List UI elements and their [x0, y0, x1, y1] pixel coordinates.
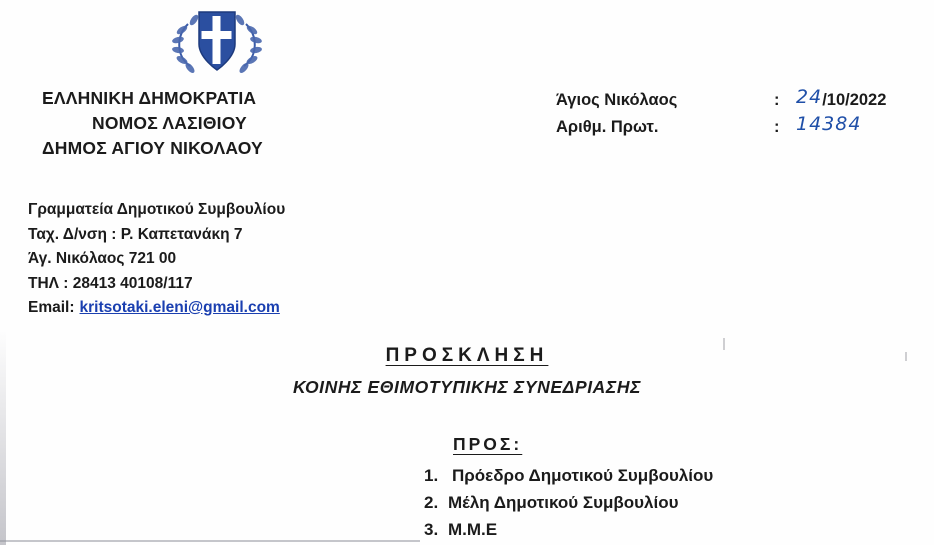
authority-line-1: ΕΛΛΗΝΙΚΗ ΔΗΜΟΚΡΑΤΙΑ — [42, 88, 257, 108]
contact-line-phone: ΤΗΛ : 28413 40108/117 — [28, 274, 193, 292]
contact-block — [28, 198, 285, 321]
contact-line-email — [28, 296, 285, 321]
authority-line-2: ΝΟΜΟΣ ΛΑΣΙΘΙΟΥ — [92, 113, 247, 133]
scan-artifact-left-edge — [0, 330, 6, 545]
recipient-text: Μ.Μ.Ε — [448, 520, 498, 539]
recipient-text: Μέλη Δημοτικού Συμβουλίου — [448, 493, 679, 512]
protocol-handwritten-number: 14384 — [796, 113, 862, 135]
protocol-label: Αριθμ. Πρωτ. — [556, 118, 659, 136]
recipient-number: 1. — [424, 466, 439, 485]
authority-line-3: ΔΗΜΟΣ ΑΓΙΟΥ ΝΙΚΟΛΑΟΥ — [42, 138, 263, 158]
issuing-authority-block — [40, 86, 500, 161]
place-and-protocol-block — [556, 86, 934, 140]
list-item — [424, 516, 713, 543]
scan-artifact-speck — [905, 352, 907, 361]
document-title-text: ΠΡΟΣΚΛΗΣΗ — [385, 345, 549, 366]
list-item — [424, 462, 713, 489]
list-item — [424, 489, 713, 516]
email-link[interactable]: kritsotaki.eleni@gmail.com — [79, 299, 280, 316]
protocol-row — [556, 113, 934, 140]
document-title — [0, 345, 934, 367]
contact-line-address: Ταχ. Δ/νση : Ρ. Καπετανάκη 7 — [28, 225, 243, 243]
recipient-text: Πρόεδρο Δημοτικού Συμβουλίου — [452, 466, 714, 485]
place-label: Άγιος Νικόλαος — [556, 91, 678, 109]
recipient-number: 2. — [424, 493, 439, 512]
protocol-colon: : — [774, 118, 780, 136]
date-printed-rest: /10/2022 — [822, 91, 887, 109]
place-date-row — [556, 86, 934, 113]
date-handwritten-day: 24 — [796, 86, 823, 108]
greek-republic-coat-of-arms-icon — [168, 4, 266, 80]
recipients-heading: ΠΡΟΣ: — [453, 434, 523, 454]
document-subtitle: ΚΟΙΝΗΣ ΕΘΙΜΟΤΥΠΙΚΗΣ ΣΥΝΕΔΡΙΑΣΗΣ — [292, 377, 642, 397]
scan-artifact-bottom-edge — [0, 540, 420, 542]
contact-line-city: Άγ. Νικόλαος 721 00 — [28, 250, 177, 267]
email-label: Email: — [28, 299, 75, 316]
scan-artifact-speck — [723, 338, 725, 350]
contact-line-department: Γραμματεία Δημοτικού Συμβουλίου — [28, 201, 286, 218]
recipient-number: 3. — [424, 520, 439, 539]
date-value — [796, 86, 886, 113]
recipients-list — [424, 462, 713, 543]
place-colon: : — [774, 91, 780, 109]
